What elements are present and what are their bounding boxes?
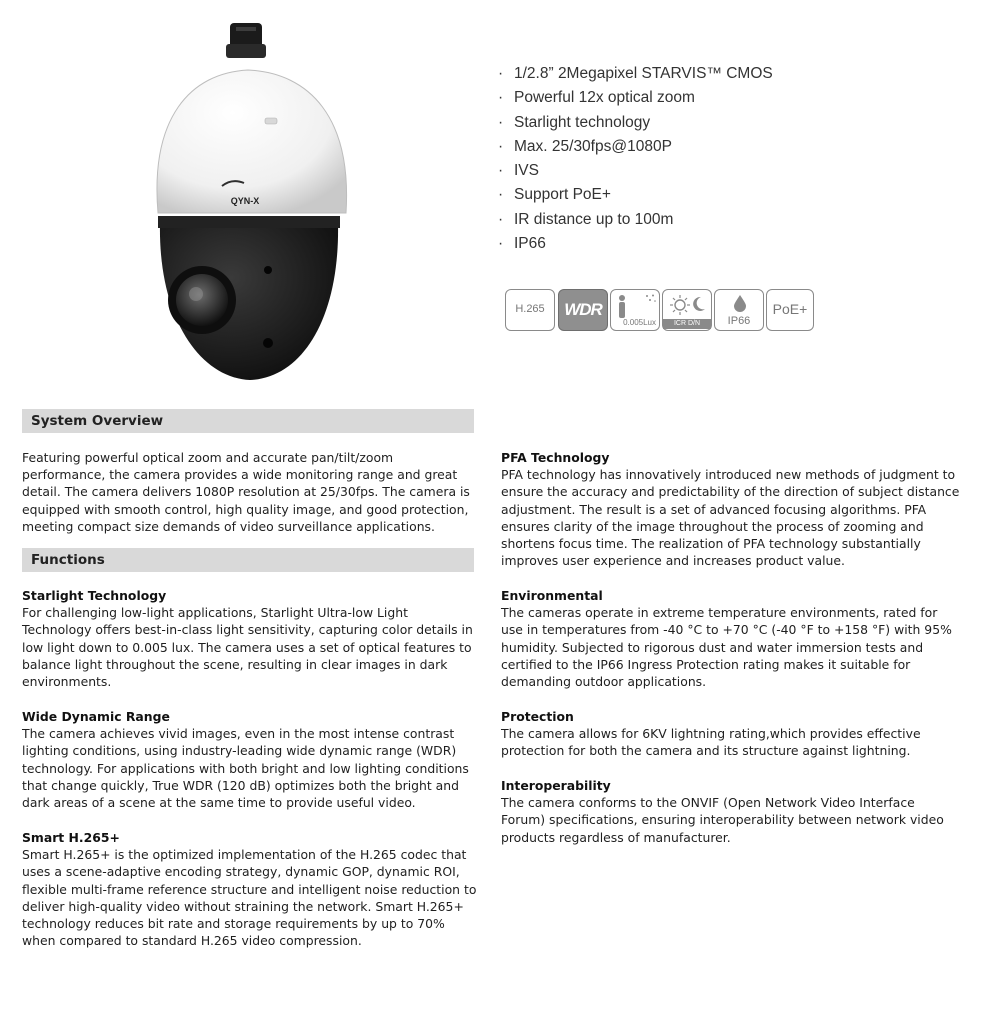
system-overview-header: System Overview	[22, 409, 474, 433]
feature-item: · Starlight technology	[498, 111, 773, 135]
wdr-section	[22, 708, 478, 811]
feature-item: · IR distance up to 100m	[498, 208, 773, 232]
interoperability-section	[501, 777, 961, 846]
h265-title: Smart H.265+	[22, 830, 120, 845]
feature-item: · 1/2.8” 2Megapixel STARVIS™ CMOS	[498, 62, 773, 86]
environmental-title: Environmental	[501, 588, 603, 603]
ip66-badge: IP66	[714, 289, 764, 331]
h265-badge: H.265	[505, 289, 555, 331]
svg-text:QYN-X: QYN-X	[230, 196, 260, 206]
stars-icon	[645, 294, 657, 304]
protection-text: The camera allows for 6KV lightning rating,which provides effective protection for both the camera and its structure against lightning.	[501, 726, 921, 759]
wdr-badge: WDR	[558, 289, 608, 331]
wdr-text: The camera achieves vivid images, even in the most intense contrast lighting conditions, using industry-leading wide dynamic range (WDR) technology. For applications with both bright and low lighting conditions that change quickly, True WDR (120 dB) optimizes both the bright and dark areas of a scene at the same time to provide useful video.	[22, 726, 469, 811]
system-overview-text: Featuring powerful optical zoom and accurate pan/tilt/zoom performance, the camera provides a wide monitoring range and great detail. The camera delivers 1080P resolution at 25/30fps. The camera is equipped with smooth control, high quality image, and good protection, meeting compact size demands of video surveillance applications.	[22, 450, 470, 534]
feature-item: · IVS	[498, 159, 773, 183]
interoperability-text: The camera conforms to the ONVIF (Open Network Video Interface Forum) specifications, ensuring interoperability between network video products regardless of manufacturer.	[501, 795, 944, 845]
feature-item: · Support PoE+	[498, 183, 773, 207]
day-night-icon	[669, 294, 707, 316]
feature-list	[498, 62, 773, 256]
poe-badge: PoE+	[766, 289, 814, 331]
water-drop-icon	[733, 294, 747, 312]
functions-header: Functions	[22, 548, 474, 572]
ptz-camera-image	[150, 18, 350, 388]
pfa-text: PFA technology has innovatively introduced new methods of judgment to ensure the accuracy and predictability of the direction of subject distance adjustment. The result is a set of advanced focusing algorithms. PFA ensures clarity of the image throughout the process of zooming and shortens focus time. The realization of PFA technology substantially improves user experience and increases product value.	[501, 467, 960, 569]
interoperability-title: Interoperability	[501, 778, 611, 793]
feature-item: · IP66	[498, 232, 773, 256]
low-lux-badge: 0.005Lux	[610, 289, 660, 331]
wdr-title: Wide Dynamic Range	[22, 709, 170, 724]
starlight-title: Starlight Technology	[22, 588, 167, 603]
feature-item: · Max. 25/30fps@1080P	[498, 135, 773, 159]
protection-title: Protection	[501, 709, 574, 724]
feature-item: · Powerful 12x optical zoom	[498, 86, 773, 110]
protection-section	[501, 708, 961, 760]
icr-badge: ICR D/N	[662, 289, 712, 331]
starlight-text: For challenging low-light applications, Starlight Ultra-low Light Technology offers best-in-class light sensitivity, capturing color details in low light down to 0.005 lux. The camera uses a set of optical features to balance light throughout the scene, resulting in clear images in dark environments.	[22, 605, 473, 690]
starlight-section	[22, 587, 478, 690]
pfa-section	[501, 449, 961, 569]
environmental-text: The cameras operate in extreme temperature environments, rated for use in temperatures from -40 °C to +70 °C (-40 °F to +158 °F) with 95% humidity. Subjected to rigorous dust and water immersion tests and certified to the IP66 Ingress Protection rating makes it suitable for demanding outdoor applications.	[501, 605, 952, 690]
person-icon	[617, 294, 627, 320]
pfa-title: PFA Technology	[501, 450, 610, 465]
h265-text: Smart H.265+ is the optimized implementation of the H.265 codec that uses a scene-adaptive encoding strategy, dynamic GOP, dynamic ROI, flexible multi-frame reference structure and intelligent noise reduction to deliver high-quality video without straining the network. Smart H.265+ technology reduces bit rate and storage requirements by up to 70% when compared to standard H.265 video compression.	[22, 847, 477, 949]
environmental-section	[501, 587, 961, 690]
h265-section	[22, 829, 478, 949]
